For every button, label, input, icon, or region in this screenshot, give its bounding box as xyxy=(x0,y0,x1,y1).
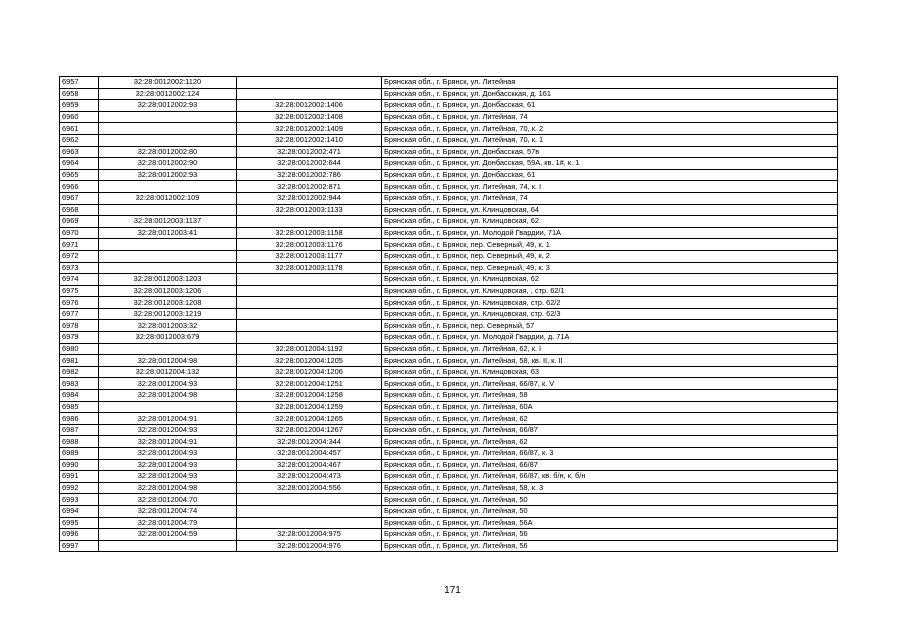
cadastral-number-cell: 32:28:0012002:80 xyxy=(99,146,237,158)
table-row xyxy=(60,390,838,402)
row-number-cell: 6965 xyxy=(60,169,99,181)
related-cadastral-number-cell: 32:28:0012004:1251 xyxy=(237,378,382,390)
related-cadastral-number-cell: 32:28:0012003:1178 xyxy=(237,262,382,274)
address-cell: Брянская обл., г. Брянск, ул. Литейная, 66/87, к. V xyxy=(382,378,838,390)
table-body xyxy=(60,77,838,552)
row-number-cell: 6977 xyxy=(60,308,99,320)
cadastral-number-cell: 32:28:0012004:93 xyxy=(99,378,237,390)
cadastral-number-cell: 32:28:0012002:124 xyxy=(99,88,237,100)
row-number-cell: 6962 xyxy=(60,134,99,146)
cadastral-number-cell: 32:28:0012003:1203 xyxy=(99,274,237,286)
table-row xyxy=(60,343,838,355)
related-cadastral-number-cell: 32:28:0012004:344 xyxy=(237,436,382,448)
table-row xyxy=(60,239,838,251)
cadastral-number-cell: 32:28:0012004:93 xyxy=(99,459,237,471)
row-number-cell: 6996 xyxy=(60,529,99,541)
related-cadastral-number-cell: 32:28:0012003:1176 xyxy=(237,239,382,251)
table-row xyxy=(60,401,838,413)
related-cadastral-number-cell: 32:28:0012004:975 xyxy=(237,529,382,541)
table-row xyxy=(60,204,838,216)
related-cadastral-number-cell xyxy=(237,285,382,297)
table-row xyxy=(60,448,838,460)
row-number-cell: 6985 xyxy=(60,401,99,413)
cadastral-number-cell: 32:28:0012004:98 xyxy=(99,355,237,367)
cadastral-number-cell xyxy=(99,401,237,413)
row-number-cell: 6974 xyxy=(60,274,99,286)
row-number-cell: 6980 xyxy=(60,343,99,355)
related-cadastral-number-cell xyxy=(237,308,382,320)
cadastral-number-cell xyxy=(99,343,237,355)
table-row xyxy=(60,436,838,448)
row-number-cell: 6978 xyxy=(60,320,99,332)
address-cell: Брянская обл., г. Брянск, ул. Литейная, 50 xyxy=(382,505,838,517)
table-row xyxy=(60,134,838,146)
row-number-cell: 6960 xyxy=(60,111,99,123)
address-cell: Брянская обл., г. Брянск, ул. Донбасская, 57в xyxy=(382,146,838,158)
related-cadastral-number-cell xyxy=(237,216,382,228)
row-number-cell: 6957 xyxy=(60,77,99,89)
table-row xyxy=(60,424,838,436)
table-row xyxy=(60,505,838,517)
cadastral-number-cell: 32:28:0012004:70 xyxy=(99,494,237,506)
address-cell: Брянская обл., г. Брянск, ул. Литейная, 66/87 xyxy=(382,459,838,471)
row-number-cell: 6987 xyxy=(60,424,99,436)
cadastral-number-cell: 32:28:0012003:679 xyxy=(99,332,237,344)
address-cell: Брянская обл., г. Брянск, ул. Донбасская, 59А, кв. 1#, к. 1 xyxy=(382,158,838,170)
cadastral-number-cell: 32:28:0012004:93 xyxy=(99,448,237,460)
related-cadastral-number-cell: 32:28:0012003:1177 xyxy=(237,250,382,262)
address-cell: Брянская обл., г. Брянск, ул. Литейная, 58 xyxy=(382,390,838,402)
table-row xyxy=(60,471,838,483)
row-number-cell: 6984 xyxy=(60,390,99,402)
address-cell: Брянская обл., г. Брянск, ул. Литейная, 70, к. 2 xyxy=(382,123,838,135)
cadastral-number-cell: 32:28:0012003:1137 xyxy=(99,216,237,228)
table-row xyxy=(60,158,838,170)
row-number-cell: 6975 xyxy=(60,285,99,297)
cadastral-number-cell: 32:28:0012003:1219 xyxy=(99,308,237,320)
cadastral-number-cell: 32:28:0012004:74 xyxy=(99,505,237,517)
table-row xyxy=(60,274,838,286)
table-row xyxy=(60,227,838,239)
address-cell: Брянская обл., г. Брянск, ул. Клинцовская, 62 xyxy=(382,274,838,286)
table-row xyxy=(60,459,838,471)
table-row xyxy=(60,100,838,112)
address-cell: Брянская обл., г. Брянск, пер. Северный, 49, к. 2 xyxy=(382,250,838,262)
table-row xyxy=(60,366,838,378)
row-number-cell: 6972 xyxy=(60,250,99,262)
table-row xyxy=(60,285,838,297)
row-number-cell: 6964 xyxy=(60,158,99,170)
cadastral-number-cell xyxy=(99,239,237,251)
address-cell: Брянская обл., г. Брянск, ул. Литейная, 58, к. 3 xyxy=(382,482,838,494)
row-number-cell: 6989 xyxy=(60,448,99,460)
cadastral-number-cell xyxy=(99,134,237,146)
table-row xyxy=(60,482,838,494)
related-cadastral-number-cell: 32:28:0012003:1158 xyxy=(237,227,382,239)
cadastral-number-cell: 32:28:0012004:93 xyxy=(99,424,237,436)
related-cadastral-number-cell: 32:28:0012002:644 xyxy=(237,158,382,170)
row-number-cell: 6990 xyxy=(60,459,99,471)
cadastral-number-cell: 32:28:0012003:1208 xyxy=(99,297,237,309)
related-cadastral-number-cell: 32:28:0012004:1206 xyxy=(237,366,382,378)
address-cell: Брянская обл., г. Брянск, ул. Литейная, 56 xyxy=(382,529,838,541)
row-number-cell: 6966 xyxy=(60,181,99,193)
table-row xyxy=(60,308,838,320)
related-cadastral-number-cell: 32:28:0012002:1408 xyxy=(237,111,382,123)
address-cell: Брянская обл., г. Брянск, ул. Литейная, 62 xyxy=(382,413,838,425)
cadastral-number-cell: 32:28:0012002:90 xyxy=(99,158,237,170)
cadastral-number-cell: 32:28:0012004:91 xyxy=(99,436,237,448)
related-cadastral-number-cell xyxy=(237,274,382,286)
address-cell: Брянская обл., г. Брянск, ул. Литейная, 74 xyxy=(382,192,838,204)
table-row xyxy=(60,540,838,552)
address-cell: Брянская обл., г. Брянск, ул. Клинцовская, , стр. 62/1 xyxy=(382,285,838,297)
cadastral-number-cell: 32:28:0012004:79 xyxy=(99,517,237,529)
table-row xyxy=(60,332,838,344)
row-number-cell: 6961 xyxy=(60,123,99,135)
row-number-cell: 6963 xyxy=(60,146,99,158)
address-cell: Брянская обл., г. Брянск, ул. Донбасская, 61 xyxy=(382,100,838,112)
cadastral-number-cell xyxy=(99,204,237,216)
cadastral-number-cell: 32:28:0012004:59 xyxy=(99,529,237,541)
row-number-cell: 6973 xyxy=(60,262,99,274)
row-number-cell: 6958 xyxy=(60,88,99,100)
cadastral-number-cell xyxy=(99,123,237,135)
address-cell: Брянская обл., г. Брянск, ул. Литейная, 70, к. 1 xyxy=(382,134,838,146)
row-number-cell: 6983 xyxy=(60,378,99,390)
row-number-cell: 6986 xyxy=(60,413,99,425)
table-row xyxy=(60,77,838,89)
table-row xyxy=(60,192,838,204)
address-cell: Брянская обл., г. Брянск, ул. Литейная, 74, к. I xyxy=(382,181,838,193)
cadastral-number-cell xyxy=(99,111,237,123)
cadastral-number-cell: 32:28:0012004:132 xyxy=(99,366,237,378)
row-number-cell: 6959 xyxy=(60,100,99,112)
related-cadastral-number-cell: 32:28:0012002:1410 xyxy=(237,134,382,146)
cadastral-number-cell: 32:28:0012004:93 xyxy=(99,471,237,483)
related-cadastral-number-cell xyxy=(237,88,382,100)
row-number-cell: 6995 xyxy=(60,517,99,529)
address-cell: Брянская обл., г. Брянск, ул. Литейная, 66/87 xyxy=(382,424,838,436)
table-row xyxy=(60,529,838,541)
table-row xyxy=(60,262,838,274)
related-cadastral-number-cell: 32:28:0012004:1205 xyxy=(237,355,382,367)
address-cell: Брянская обл., г. Брянск, ул. Литейная, 50 xyxy=(382,494,838,506)
address-cell: Брянская обл., г. Брянск, ул. Литейная, 66/87, кв. б/н, к. б/н xyxy=(382,471,838,483)
related-cadastral-number-cell: 32:28:0012004:1258 xyxy=(237,390,382,402)
row-number-cell: 6969 xyxy=(60,216,99,228)
table-row xyxy=(60,494,838,506)
related-cadastral-number-cell: 32:28:0012002:786 xyxy=(237,169,382,181)
related-cadastral-number-cell: 32:28:0012002:1406 xyxy=(237,100,382,112)
address-cell: Брянская обл., г. Брянск, ул. Донбассккая, д. 161 xyxy=(382,88,838,100)
address-cell: Брянская обл., г. Брянск, ул. Литейная, 62 xyxy=(382,436,838,448)
address-cell: Брянская обл., г. Брянск, ул. Молодой Гвардии, д. 71А xyxy=(382,332,838,344)
related-cadastral-number-cell: 32:28:0012004:473 xyxy=(237,471,382,483)
related-cadastral-number-cell xyxy=(237,297,382,309)
cadastral-number-cell xyxy=(99,181,237,193)
table-row xyxy=(60,169,838,181)
row-number-cell: 6991 xyxy=(60,471,99,483)
cadastral-number-cell: 32:28:0012004:91 xyxy=(99,413,237,425)
related-cadastral-number-cell xyxy=(237,320,382,332)
related-cadastral-number-cell xyxy=(237,517,382,529)
table-row xyxy=(60,297,838,309)
related-cadastral-number-cell: 32:28:0012002:471 xyxy=(237,146,382,158)
table-row xyxy=(60,378,838,390)
row-number-cell: 6997 xyxy=(60,540,99,552)
table-row xyxy=(60,413,838,425)
table-row xyxy=(60,216,838,228)
address-cell: Брянская обл., г. Брянск, ул. Литейная, 74 xyxy=(382,111,838,123)
address-cell: Брянская обл., г. Брянск, ул. Литейная, 62, к. I xyxy=(382,343,838,355)
table-row xyxy=(60,355,838,367)
cadastral-number-cell: 32:28:0012002:93 xyxy=(99,100,237,112)
cadastral-number-cell: 32:28:0012003:1206 xyxy=(99,285,237,297)
address-cell: Брянская обл., г. Брянск, ул. Молодой Гвардии, 71А xyxy=(382,227,838,239)
cadastral-number-cell: 32:28:0012002:109 xyxy=(99,192,237,204)
related-cadastral-number-cell xyxy=(237,77,382,89)
related-cadastral-number-cell: 32:28:0012002:944 xyxy=(237,192,382,204)
table-row xyxy=(60,250,838,262)
table-row xyxy=(60,320,838,332)
address-cell: Брянская обл., г. Брянск, пер. Северный, 57 xyxy=(382,320,838,332)
address-cell: Брянская обл., г. Брянск, ул. Литейная, 58, кв. II, к. II xyxy=(382,355,838,367)
address-cell: Брянская обл., г. Брянск, пер. Северный, 49, к. 1 xyxy=(382,239,838,251)
address-cell: Брянская обл., г. Брянск, ул. Литейная xyxy=(382,77,838,89)
cadastral-number-cell: 32:28:0012003:32 xyxy=(99,320,237,332)
related-cadastral-number-cell: 32:28:0012004:556 xyxy=(237,482,382,494)
address-cell: Брянская обл., г. Брянск, ул. Клинцовская, 62 xyxy=(382,216,838,228)
related-cadastral-number-cell: 32:28:0012004:467 xyxy=(237,459,382,471)
address-cell: Брянская обл., г. Брянск, ул. Донбасская, 61 xyxy=(382,169,838,181)
related-cadastral-number-cell: 32:28:0012004:1259 xyxy=(237,401,382,413)
address-cell: Брянская обл., г. Брянск, ул. Клинцовская, 64 xyxy=(382,204,838,216)
table-row xyxy=(60,111,838,123)
row-number-cell: 6967 xyxy=(60,192,99,204)
row-number-cell: 6992 xyxy=(60,482,99,494)
address-cell: Брянская обл., г. Брянск, ул. Клинцовская, стр. 62/2 xyxy=(382,297,838,309)
related-cadastral-number-cell: 32:28:0012004:976 xyxy=(237,540,382,552)
related-cadastral-number-cell: 32:28:0012002:871 xyxy=(237,181,382,193)
address-cell: Брянская обл., г. Брянск, ул. Литейная, 56А xyxy=(382,517,838,529)
cadastral-number-cell xyxy=(99,540,237,552)
address-cell: Брянская обл., г. Брянск, ул. Клинцовская, 63 xyxy=(382,366,838,378)
address-cell: Брянская обл., г. Брянск, ул. Клинцовская, стр. 62/3 xyxy=(382,308,838,320)
related-cadastral-number-cell: 32:28:0012003:1133 xyxy=(237,204,382,216)
row-number-cell: 6979 xyxy=(60,332,99,344)
row-number-cell: 6976 xyxy=(60,297,99,309)
address-cell: Брянская обл., г. Брянск, ул. Литейная, 60А xyxy=(382,401,838,413)
address-cell: Брянская обл., г. Брянск, ул. Литейная, 56 xyxy=(382,540,838,552)
related-cadastral-number-cell: 32:28:0012004:1265 xyxy=(237,413,382,425)
cadastral-number-cell xyxy=(99,262,237,274)
page-number: 171 xyxy=(444,585,461,596)
address-cell: Брянская обл., г. Брянск, ул. Литейная, 66/87, к. 3 xyxy=(382,448,838,460)
cadastral-number-cell: 32:28:0012003:41 xyxy=(99,227,237,239)
related-cadastral-number-cell: 32:28:0012004:1267 xyxy=(237,424,382,436)
address-cell: Брянская обл., г. Брянск, пер. Северный, 49, к. 3 xyxy=(382,262,838,274)
cadastral-number-cell xyxy=(99,250,237,262)
row-number-cell: 6988 xyxy=(60,436,99,448)
row-number-cell: 6994 xyxy=(60,505,99,517)
table-row xyxy=(60,517,838,529)
related-cadastral-number-cell: 32:28:0012004:1192 xyxy=(237,343,382,355)
related-cadastral-number-cell xyxy=(237,505,382,517)
related-cadastral-number-cell xyxy=(237,332,382,344)
records-table xyxy=(59,76,838,552)
related-cadastral-number-cell: 32:28:0012002:1409 xyxy=(237,123,382,135)
row-number-cell: 6982 xyxy=(60,366,99,378)
table-row xyxy=(60,123,838,135)
table-row xyxy=(60,146,838,158)
table-row xyxy=(60,88,838,100)
cadastral-number-cell: 32:28:0012004:98 xyxy=(99,390,237,402)
row-number-cell: 6971 xyxy=(60,239,99,251)
related-cadastral-number-cell: 32:28:0012004:457 xyxy=(237,448,382,460)
row-number-cell: 6968 xyxy=(60,204,99,216)
row-number-cell: 6970 xyxy=(60,227,99,239)
row-number-cell: 6993 xyxy=(60,494,99,506)
cadastral-number-cell: 32:28:0012004:98 xyxy=(99,482,237,494)
cadastral-number-cell: 32:28:0012002:1120 xyxy=(99,77,237,89)
related-cadastral-number-cell xyxy=(237,494,382,506)
row-number-cell: 6981 xyxy=(60,355,99,367)
cadastral-number-cell: 32:28:0012002:93 xyxy=(99,169,237,181)
table-row xyxy=(60,181,838,193)
